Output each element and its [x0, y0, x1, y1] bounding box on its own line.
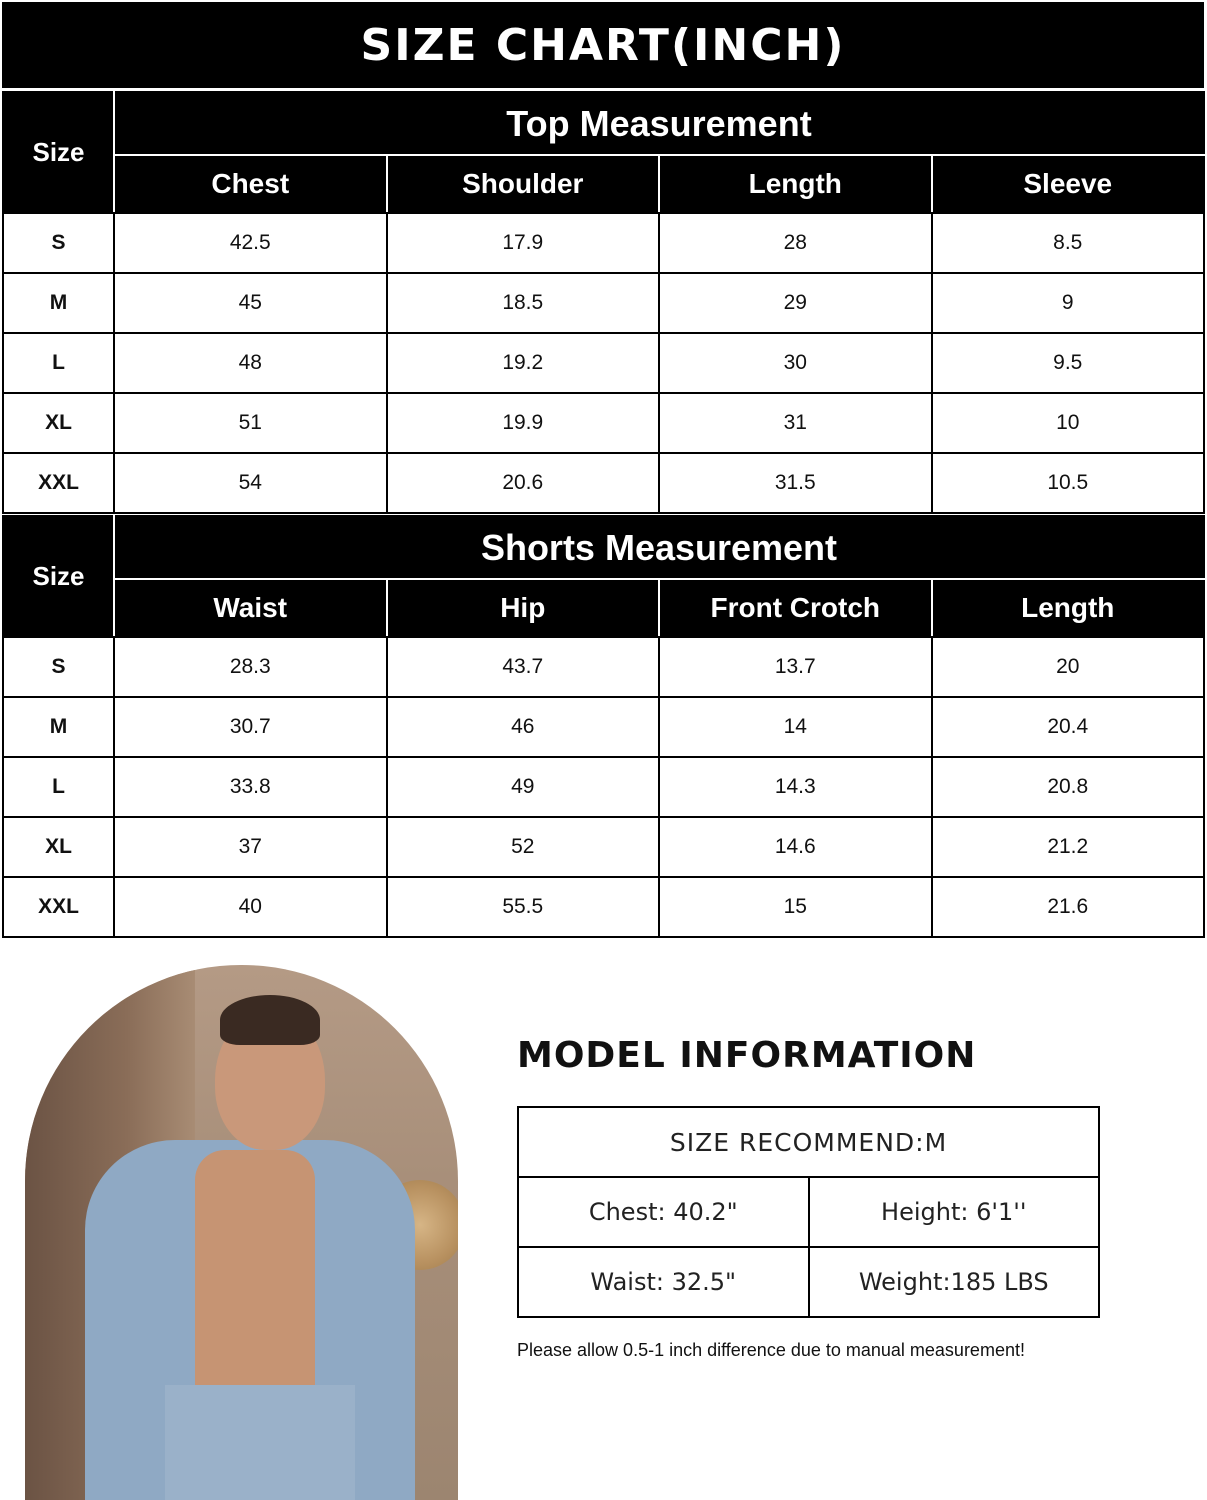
size-cell: XXL	[3, 453, 114, 513]
column-header-front-crotch: Front Crotch	[659, 579, 932, 637]
column-header-sleeve: Sleeve	[932, 155, 1205, 213]
value-cell: 48	[114, 333, 387, 393]
table-row	[3, 637, 1204, 697]
value-cell: 31	[659, 393, 932, 453]
size-chart-title: SIZE CHART(INCH)	[2, 2, 1204, 88]
model-hair	[220, 995, 320, 1045]
value-cell: 37	[114, 817, 387, 877]
value-cell: 19.2	[387, 333, 660, 393]
value-cell: 43.7	[387, 637, 660, 697]
value-cell: 49	[387, 757, 660, 817]
size-cell: M	[3, 697, 114, 757]
table-row	[3, 697, 1204, 757]
value-cell: 21.6	[932, 877, 1205, 937]
value-cell: 20.8	[932, 757, 1205, 817]
model-information-title: MODEL INFORMATION	[517, 1035, 977, 1076]
model-chest-value: Chest: 40.2"	[518, 1177, 809, 1247]
value-cell: 10	[932, 393, 1205, 453]
model-waist-value: Waist: 32.5"	[518, 1247, 809, 1317]
value-cell: 17.9	[387, 213, 660, 273]
value-cell: 20	[932, 637, 1205, 697]
model-shorts	[165, 1385, 355, 1500]
model-photo	[25, 965, 458, 1500]
measurement-note: Please allow 0.5-1 inch difference due to manual measurement!	[517, 1340, 1025, 1360]
value-cell: 19.9	[387, 393, 660, 453]
value-cell: 46	[387, 697, 660, 757]
value-cell: 51	[114, 393, 387, 453]
size-header: Size	[3, 92, 114, 213]
value-cell: 21.2	[932, 817, 1205, 877]
table-row	[3, 213, 1204, 273]
value-cell: 28	[659, 213, 932, 273]
value-cell: 30	[659, 333, 932, 393]
size-recommend: SIZE RECOMMEND:M	[518, 1107, 1099, 1177]
value-cell: 31.5	[659, 453, 932, 513]
size-cell: S	[3, 213, 114, 273]
model-information-table	[517, 1106, 1100, 1318]
value-cell: 54	[114, 453, 387, 513]
table-row	[3, 393, 1204, 453]
size-cell: S	[3, 637, 114, 697]
table-row	[3, 817, 1204, 877]
value-cell: 45	[114, 273, 387, 333]
model-weight-value: Weight:185 LBS	[809, 1247, 1100, 1317]
value-cell: 8.5	[932, 213, 1205, 273]
column-header-waist: Waist	[114, 579, 387, 637]
size-cell: XL	[3, 393, 114, 453]
value-cell: 42.5	[114, 213, 387, 273]
value-cell: 9	[932, 273, 1205, 333]
top-measurement-table	[2, 91, 1205, 514]
size-cell: L	[3, 333, 114, 393]
value-cell: 14.6	[659, 817, 932, 877]
size-header: Size	[3, 516, 114, 637]
column-header-chest: Chest	[114, 155, 387, 213]
column-header-hip: Hip	[387, 579, 660, 637]
shorts-measurement-table	[2, 515, 1205, 938]
value-cell: 30.7	[114, 697, 387, 757]
model-chest	[195, 1150, 315, 1410]
value-cell: 33.8	[114, 757, 387, 817]
model-height-value: Height: 6'1''	[809, 1177, 1100, 1247]
table-row	[3, 333, 1204, 393]
size-cell: M	[3, 273, 114, 333]
value-cell: 9.5	[932, 333, 1205, 393]
value-cell: 40	[114, 877, 387, 937]
column-header-length: Length	[659, 155, 932, 213]
top-measurement-header: Top Measurement	[114, 92, 1204, 155]
table-row	[3, 453, 1204, 513]
value-cell: 14	[659, 697, 932, 757]
shorts-measurement-header: Shorts Measurement	[114, 516, 1204, 579]
value-cell: 15	[659, 877, 932, 937]
value-cell: 29	[659, 273, 932, 333]
size-cell: L	[3, 757, 114, 817]
size-cell: XL	[3, 817, 114, 877]
value-cell: 18.5	[387, 273, 660, 333]
table-row	[3, 877, 1204, 937]
value-cell: 20.4	[932, 697, 1205, 757]
table-row	[3, 757, 1204, 817]
value-cell: 28.3	[114, 637, 387, 697]
column-header-shoulder: Shoulder	[387, 155, 660, 213]
value-cell: 55.5	[387, 877, 660, 937]
value-cell: 13.7	[659, 637, 932, 697]
value-cell: 14.3	[659, 757, 932, 817]
size-cell: XXL	[3, 877, 114, 937]
value-cell: 10.5	[932, 453, 1205, 513]
table-row	[3, 273, 1204, 333]
value-cell: 52	[387, 817, 660, 877]
value-cell: 20.6	[387, 453, 660, 513]
column-header-length: Length	[932, 579, 1205, 637]
